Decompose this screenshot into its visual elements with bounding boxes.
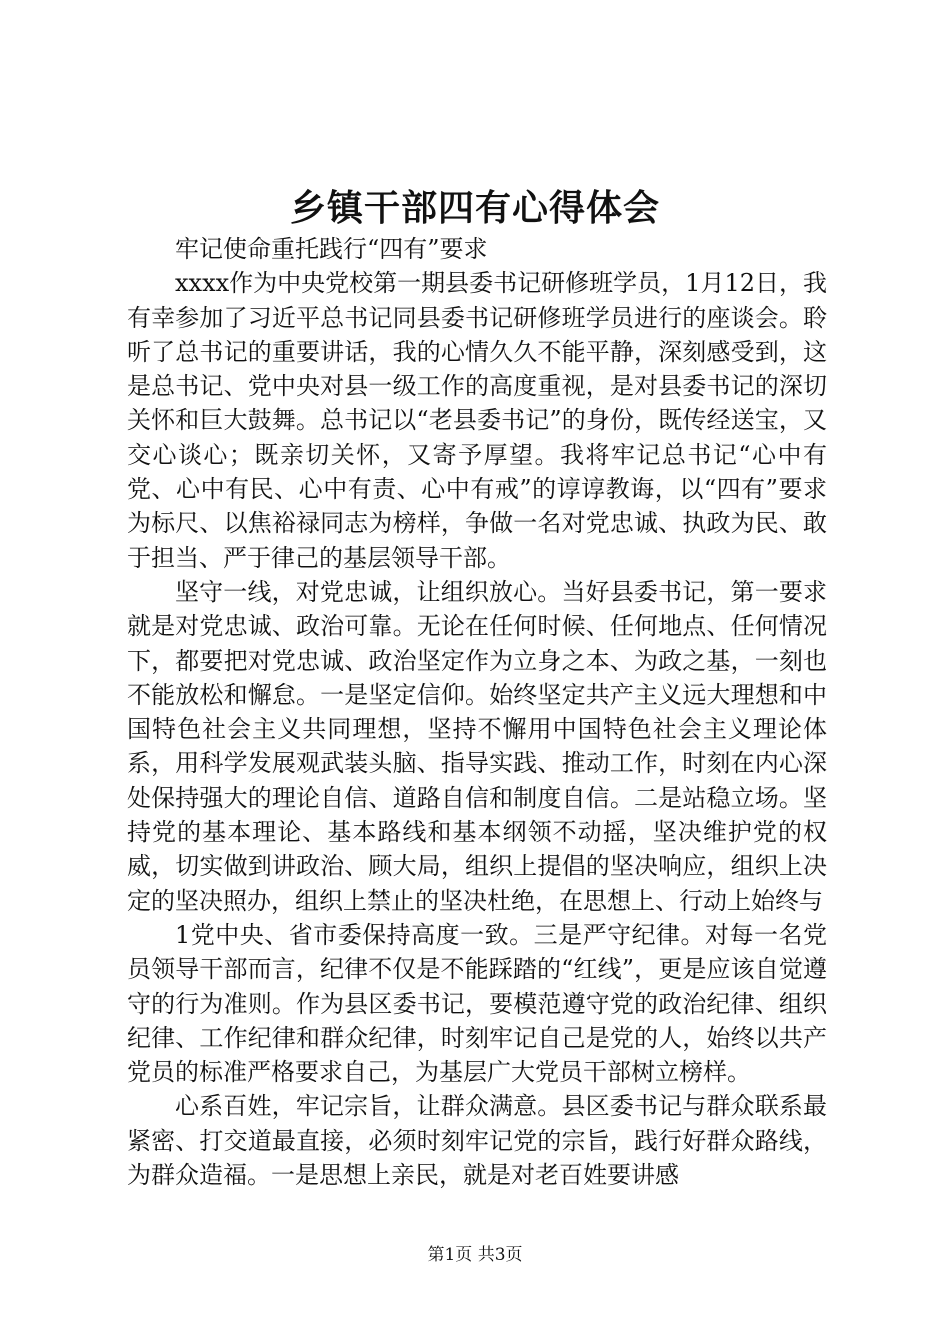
document-body (127, 232, 827, 1192)
document-subtitle: 牢记使命重托践行“四有”要求 (175, 235, 488, 263)
paragraph: 1党中央、省市委保持高度一致。三是严守纪律。对每一名党员领导干部而言，纪律不仅是不能踩踏的“红线”，更是应该自觉遵守的行为准则。作为县区委书记，要模范遵守党的政治纪律、组织纪律、工作纪律和群众纪律，时刻牢记自己是党的人，始终以共产党员的标准严格要求自己，为基层广大党员干部树立榜样。 (127, 920, 827, 1087)
page-number-footer: 第1页 共3页 (427, 1245, 523, 1265)
paragraph: 坚守一线，对党忠诚，让组织放心。当好县委书记，第一要求就是对党忠诚、政治可靠。无论在任何时候、任何地点、任何情况下，都要把对党忠诚、政治坚定作为立身之本、为政之基，一刻也不能放松和懈怠。一是坚定信仰。始终坚定共产主义远大理想和中国特色社会主义共同理想，坚持不懈用中国特色社会主义理论体系，用科学发展观武装头脑、指导实践、推动工作，时刻在内心深处保持强大的理论自信、道路自信和制度自信。二是站稳立场。坚持党的基本理论、基本路线和基本纲领不动摇，坚决维护党的权威，切实做到讲政治、顾大局，组织上提倡的坚决响应，组织上决定的坚决照办，组织上禁止的坚决杜绝，在思想上、行动上始终与 (127, 577, 827, 915)
paragraph: 心系百姓，牢记宗旨，让群众满意。县区委书记与群众联系最紧密、打交道最直接，必须时刻牢记党的宗旨，践行好群众路线，为群众造福。一是思想上亲民，就是对老百姓要讲感 (127, 1092, 827, 1190)
paragraph: xxxx作为中央党校第一期县委书记研修班学员，1月12日，我有幸参加了习近平总书记同县委书记研修班学员进行的座谈会。聆听了总书记的重要讲话，我的心情久久不能平静，深刻感受到，这是总书记、党中央对县一级工作的高度重视，是对县委书记的深切关怀和巨大鼓舞。总书记以“老县委书记”的身份，既传经送宝，又交心谈心；既亲切关怀，又寄予厚望。我将牢记总书记“心中有党、心中有民、心中有责、心中有戒”的谆谆教诲，以“四有”要求为标尺、以焦裕禄同志为榜样，争做一名对党忠诚、执政为民、敢于担当、严于律己的基层领导干部。 (127, 269, 827, 572)
document-title: 乡镇干部四有心得体会 (289, 187, 660, 229)
